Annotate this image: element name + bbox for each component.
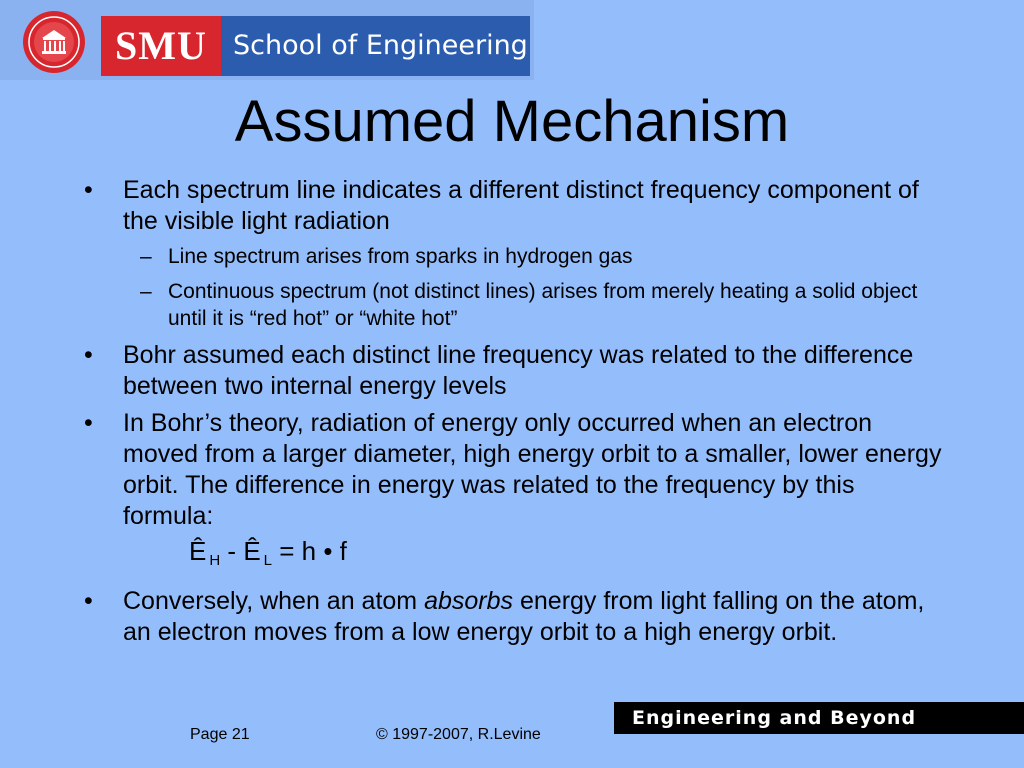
- slide-title: Assumed Mechanism: [234, 89, 790, 154]
- formula-energy-symbol: Ê: [189, 536, 207, 566]
- bullet-item: [84, 586, 944, 648]
- emphasis-absorbs: absorbs: [424, 587, 514, 615]
- bullet-item: [84, 408, 944, 532]
- footer-page-number: Page 21: [190, 726, 250, 743]
- formula-minus: -: [227, 536, 237, 566]
- slide-body: [84, 175, 944, 654]
- bullet-text: Each spectrum line indicates a different distinct frequency component of the visible light radiation: [123, 176, 919, 235]
- bullet-item: [84, 175, 944, 237]
- bullet-mark: •: [84, 409, 93, 437]
- header-logo-band: [0, 0, 534, 80]
- bullet-text-after: energy from light falling on the atom, an electron moves from a low energy orbit to a high energy orbit.: [123, 587, 925, 646]
- sub-bullet-text: Continuous spectrum (not distinct lines) arises from merely heating a solid object until it is “red hot” or “white hot”: [168, 280, 918, 330]
- formula-energy-symbol: Ê: [243, 536, 261, 566]
- footer-copyright: © 1997-2007, R.Levine: [376, 726, 541, 743]
- bullet-text: [123, 587, 924, 646]
- university-seal-icon: [22, 10, 86, 74]
- school-of-engineering-label: School of Engineering: [221, 16, 530, 76]
- sub-bullet-item: [123, 243, 944, 270]
- formula-subscript-l: L: [263, 552, 273, 569]
- engineering-and-beyond-banner: Engineering and Beyond: [614, 702, 1024, 734]
- bullet-text: Bohr assumed each distinct line frequency was related to the difference between two internal energy levels: [123, 341, 914, 400]
- sub-bullet-mark: –: [140, 280, 152, 303]
- sub-bullet-mark: –: [140, 245, 152, 268]
- bullet-mark: •: [84, 587, 93, 615]
- bullet-mark: •: [84, 176, 93, 204]
- bullet-item: [84, 340, 944, 402]
- energy-formula: [84, 534, 944, 578]
- smu-logo-text: SMU: [101, 16, 221, 76]
- bullet-mark: •: [84, 341, 93, 369]
- sub-bullet-item: [123, 278, 944, 332]
- formula-subscript-h: H: [209, 552, 221, 569]
- formula-rhs: = h • f: [279, 536, 347, 566]
- bullet-text: In Bohr’s theory, radiation of energy only occurred when an electron moved from a larger diameter, high energy orbit to a smaller, lower energy orbit. The difference in energy was related to the frequency by this formula:: [123, 409, 942, 530]
- sub-bullet-text: Line spectrum arises from sparks in hydrogen gas: [168, 245, 633, 268]
- bullet-text-before: Conversely, when an atom: [123, 587, 425, 615]
